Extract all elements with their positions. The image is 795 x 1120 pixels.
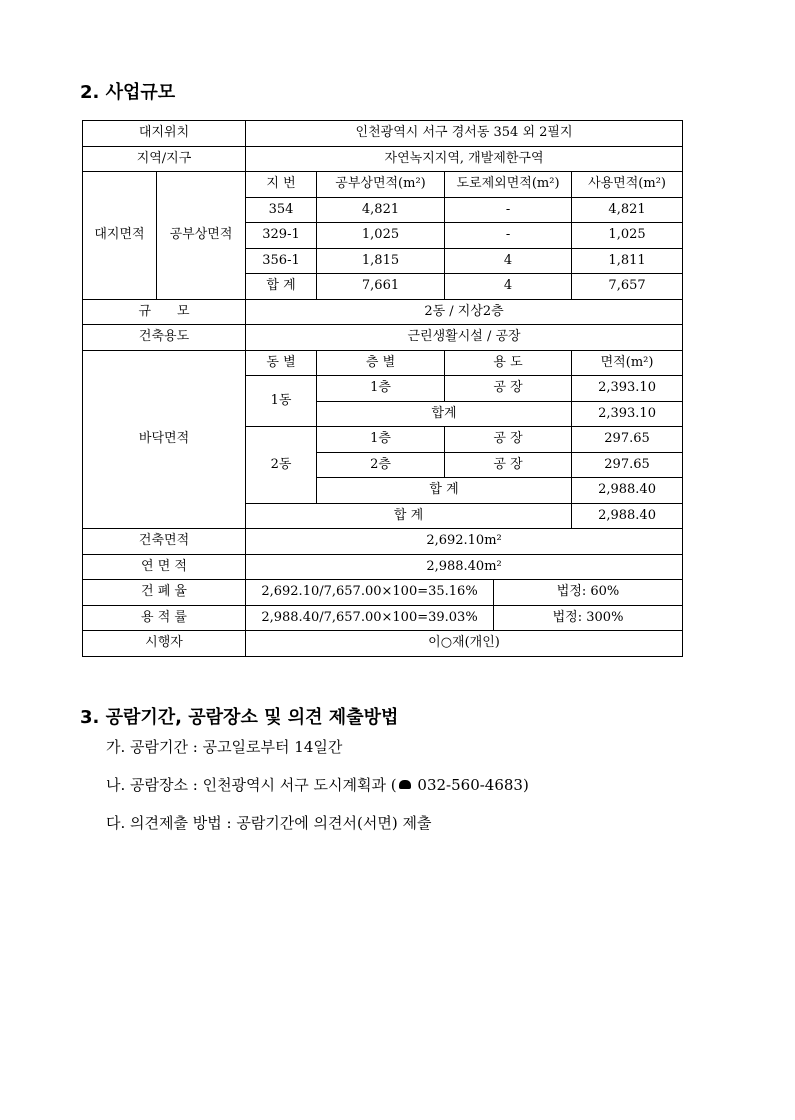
zone-row [83,146,683,172]
phone-number: 032-560-4683) [417,776,529,794]
land-total-label: 합 계 [246,274,317,300]
subtotal-area: 2,393.10 [572,401,683,427]
road-excluded-area: - [445,197,572,223]
developer-value: 이○재(개인) [246,631,683,657]
usable-area-total: 7,657 [572,274,683,300]
floor-name: 1층 [317,376,445,402]
floor-header-cell: 동 별 [246,350,317,376]
floor-use: 공 장 [445,452,572,478]
floor-use: 공 장 [445,427,572,453]
floor-total-area: 2,988.40 [572,503,683,529]
land-header-cell: 공부상면적(m²) [317,172,445,198]
developer-row [83,631,683,657]
floor-total-label: 합 계 [246,503,572,529]
far-calc: 2,988.40/7,657.00×100=39.03% [246,605,494,631]
section-2-title: 2. 사업규모 [80,82,176,103]
telephone-icon [399,780,411,789]
far-label: 용 적 률 [83,605,246,631]
floor-name: 2층 [317,452,445,478]
review-place-text: 나. 공람장소 : 인천광역시 서구 도시계획과 ( [106,776,397,794]
site-location-row [83,121,683,147]
land-header-cell: 사용면적(m²) [572,172,683,198]
land-header-row [83,172,683,198]
land-header-cell: 지 번 [246,172,317,198]
public-area: 1,815 [317,248,445,274]
floor-header-cell: 용 도 [445,350,572,376]
floor-name: 1층 [317,427,445,453]
coverage-calc: 2,692.10/7,657.00×100=35.16% [246,580,494,606]
scale-row [83,299,683,325]
use-value: 근린생활시설 / 공장 [246,325,683,351]
public-area: 1,025 [317,223,445,249]
public-area-label: 공부상면적 [157,172,246,300]
building-area-value: 2,692.10m² [246,529,683,555]
public-area: 4,821 [317,197,445,223]
far-row [83,605,683,631]
gross-area-label: 연 면 적 [83,554,246,580]
review-info-list [106,736,529,850]
section-3-title: 3. 공람기간, 공람장소 및 의견 제출방법 [80,707,399,728]
submission-method-item: 다. 의견제출 방법 : 공람기간에 의견서(서면) 제출 [106,814,432,832]
coverage-label: 건 폐 율 [83,580,246,606]
zone-value: 자연녹지지역, 개발제한구역 [246,146,683,172]
floor-area: 297.65 [572,427,683,453]
subtotal-area: 2,988.40 [572,478,683,504]
scale-value: 2동 / 지상2층 [246,299,683,325]
use-row [83,325,683,351]
developer-label: 시행자 [83,631,246,657]
review-place-item [106,774,529,812]
coverage-legal: 법정: 60% [494,580,683,606]
zone-label: 지역/지구 [83,146,246,172]
far-legal: 법정: 300% [494,605,683,631]
coverage-row [83,580,683,606]
gross-area-row [83,554,683,580]
usable-area: 1,025 [572,223,683,249]
land-header-cell: 도로제외면적(m²) [445,172,572,198]
subtotal-label: 합 계 [317,478,572,504]
gross-area-value: 2,988.40m² [246,554,683,580]
lot-number: 354 [246,197,317,223]
floor-use: 공 장 [445,376,572,402]
floor-header-cell: 층 별 [317,350,445,376]
road-excluded-area: 4 [445,248,572,274]
usable-area: 4,821 [572,197,683,223]
usable-area: 1,811 [572,248,683,274]
site-location-label: 대지위치 [83,121,246,147]
site-location-value: 인천광역시 서구 경서동 354 외 2필지 [246,121,683,147]
subtotal-label: 합계 [317,401,572,427]
building-area-label: 건축면적 [83,529,246,555]
floor-area-label: 바닥면적 [83,350,246,529]
building2-name: 2동 [246,427,317,504]
land-area-label: 대지면적 [83,172,157,300]
lot-number: 356-1 [246,248,317,274]
road-excluded-area: - [445,223,572,249]
use-label: 건축용도 [83,325,246,351]
building-area-row [83,529,683,555]
scale-label: 규 모 [83,299,246,325]
building1-name: 1동 [246,376,317,427]
project-scale-table [82,120,683,657]
lot-number: 329-1 [246,223,317,249]
review-period-item: 가. 공람기간 : 공고일로부터 14일간 [106,738,343,756]
floor-area: 297.65 [572,452,683,478]
public-area-total: 7,661 [317,274,445,300]
floor-header-cell: 면적(m²) [572,350,683,376]
floor-area: 2,393.10 [572,376,683,402]
floor-header-row [83,350,683,376]
road-excluded-total: 4 [445,274,572,300]
